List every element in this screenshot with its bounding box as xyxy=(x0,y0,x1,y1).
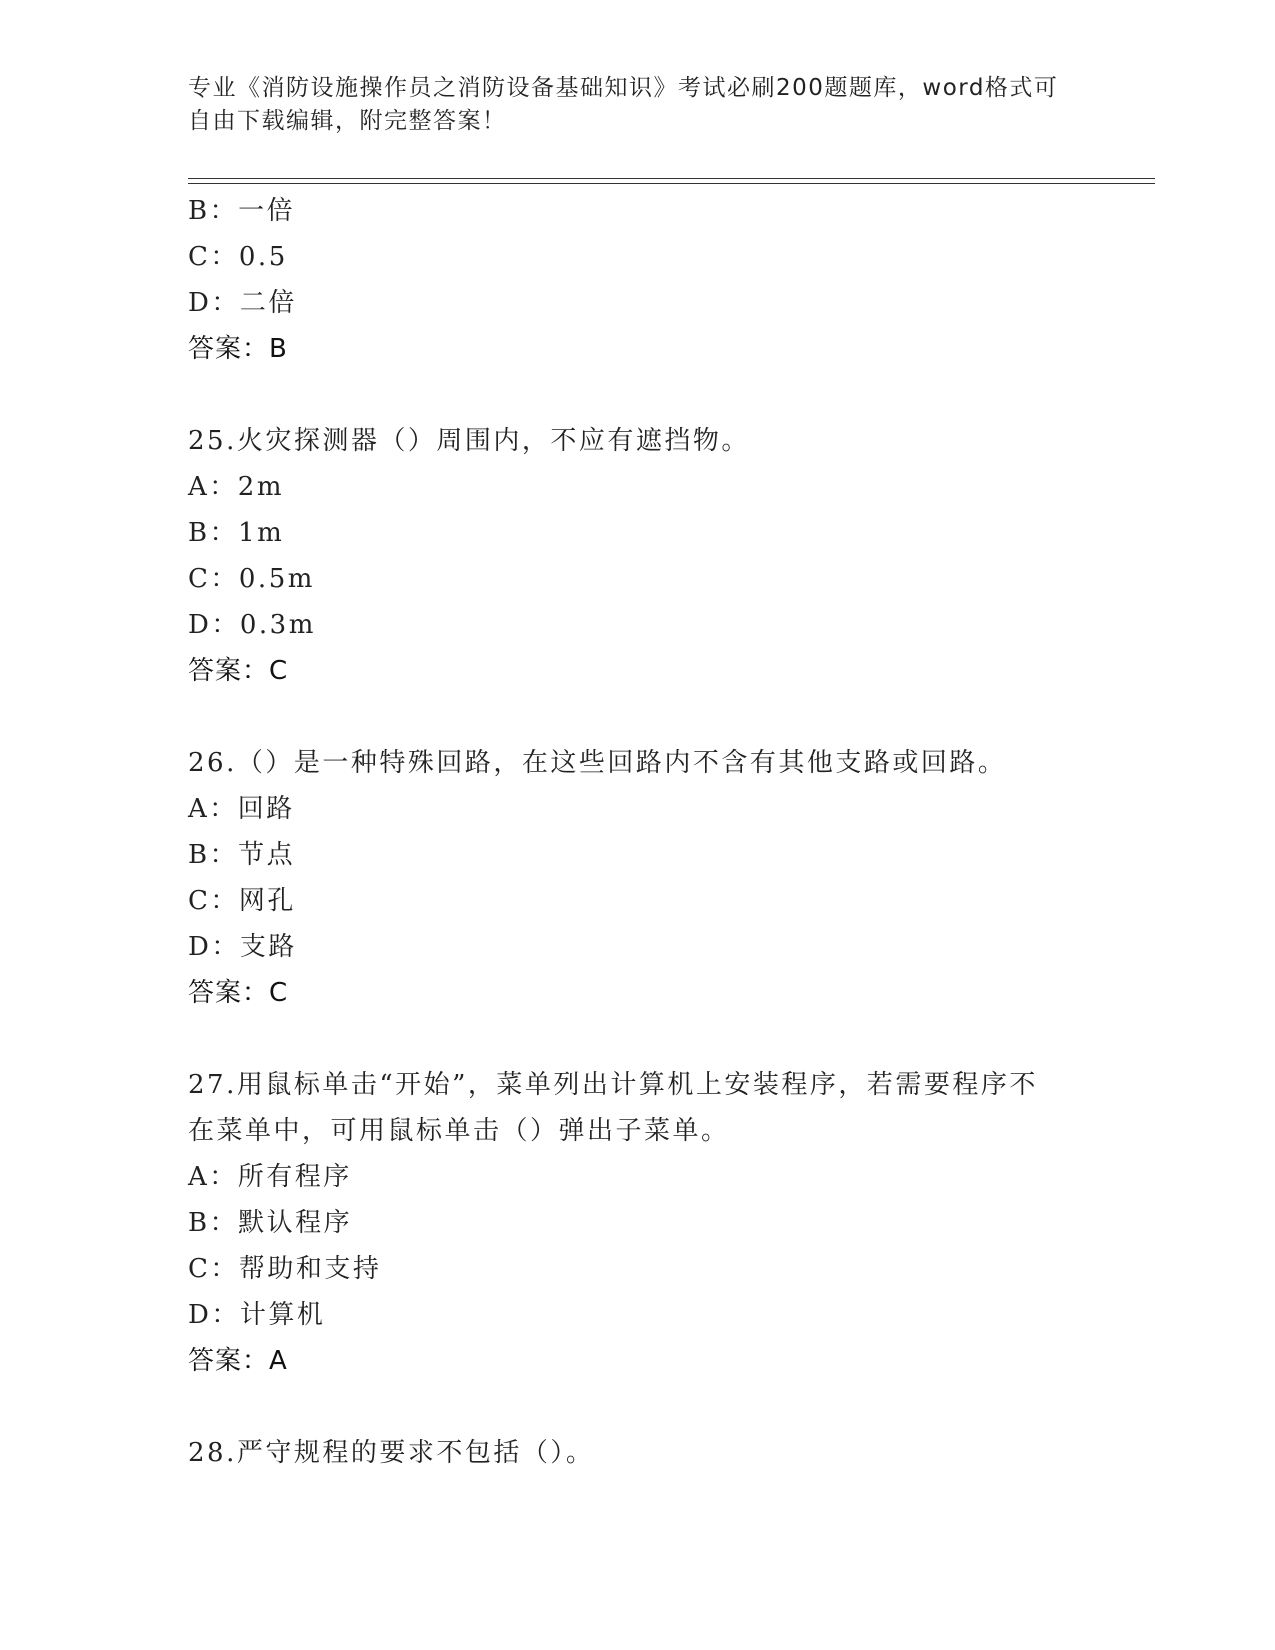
header-title-line-1: 专业《消防设施操作员之消防设备基础知识》考试必刷200题题库，word格式可 xyxy=(188,75,1059,101)
answer-text: 答案：A xyxy=(188,1346,288,1376)
question-stem-line-1: 27.用鼠标单击“开始”，菜单列出计算机上安装程序，若需要程序不 xyxy=(188,1070,1038,1100)
option-d: D：0.3m xyxy=(188,610,316,640)
option-c: C：0.5 xyxy=(188,242,288,272)
question-stem: 26.（）是一种特殊回路，在这些回路内不含有其他支路或回路。 xyxy=(188,748,1007,778)
option-c: C：帮助和支持 xyxy=(188,1254,382,1284)
question-block-25 xyxy=(188,418,1118,694)
option-b: B：默认程序 xyxy=(188,1208,353,1238)
option-a: A：所有程序 xyxy=(188,1162,352,1192)
option-b: B：1m xyxy=(188,518,285,548)
option-d: D：二倍 xyxy=(188,288,297,318)
option-d: D：计算机 xyxy=(188,1300,326,1330)
question-block-28 xyxy=(188,1430,1118,1476)
option-b: B：节点 xyxy=(188,840,296,870)
question-block-27 xyxy=(188,1062,1118,1384)
answer-text: 答案：C xyxy=(188,978,289,1008)
question-block-26 xyxy=(188,740,1118,1016)
question-stem: 28.严守规程的要求不包括（）。 xyxy=(188,1438,595,1468)
answer-text: 答案：B xyxy=(188,334,288,364)
spacer xyxy=(188,372,1118,418)
spacer xyxy=(188,1016,1118,1062)
spacer xyxy=(188,1384,1118,1430)
question-stem: 25.火灾探测器（）周围内，不应有遮挡物。 xyxy=(188,426,750,456)
option-d: D：支路 xyxy=(188,932,297,962)
header-divider-top xyxy=(188,178,1155,179)
option-a: A：回路 xyxy=(188,794,295,824)
header-title-line-2: 自由下载编辑，附完整答案！ xyxy=(188,108,507,134)
option-c: C：网孔 xyxy=(188,886,296,916)
question-stem-line-2: 在菜单中，可用鼠标单击（）弹出子菜单。 xyxy=(188,1116,730,1146)
header-divider-bottom xyxy=(188,183,1155,184)
document-header xyxy=(188,72,1088,138)
answer-text: 答案：C xyxy=(188,656,289,686)
option-b: B：一倍 xyxy=(188,196,296,226)
question-list xyxy=(188,188,1118,1476)
question-block-24 xyxy=(188,188,1118,372)
spacer xyxy=(188,694,1118,740)
option-c: C：0.5m xyxy=(188,564,315,594)
option-a: A：2m xyxy=(188,472,284,502)
